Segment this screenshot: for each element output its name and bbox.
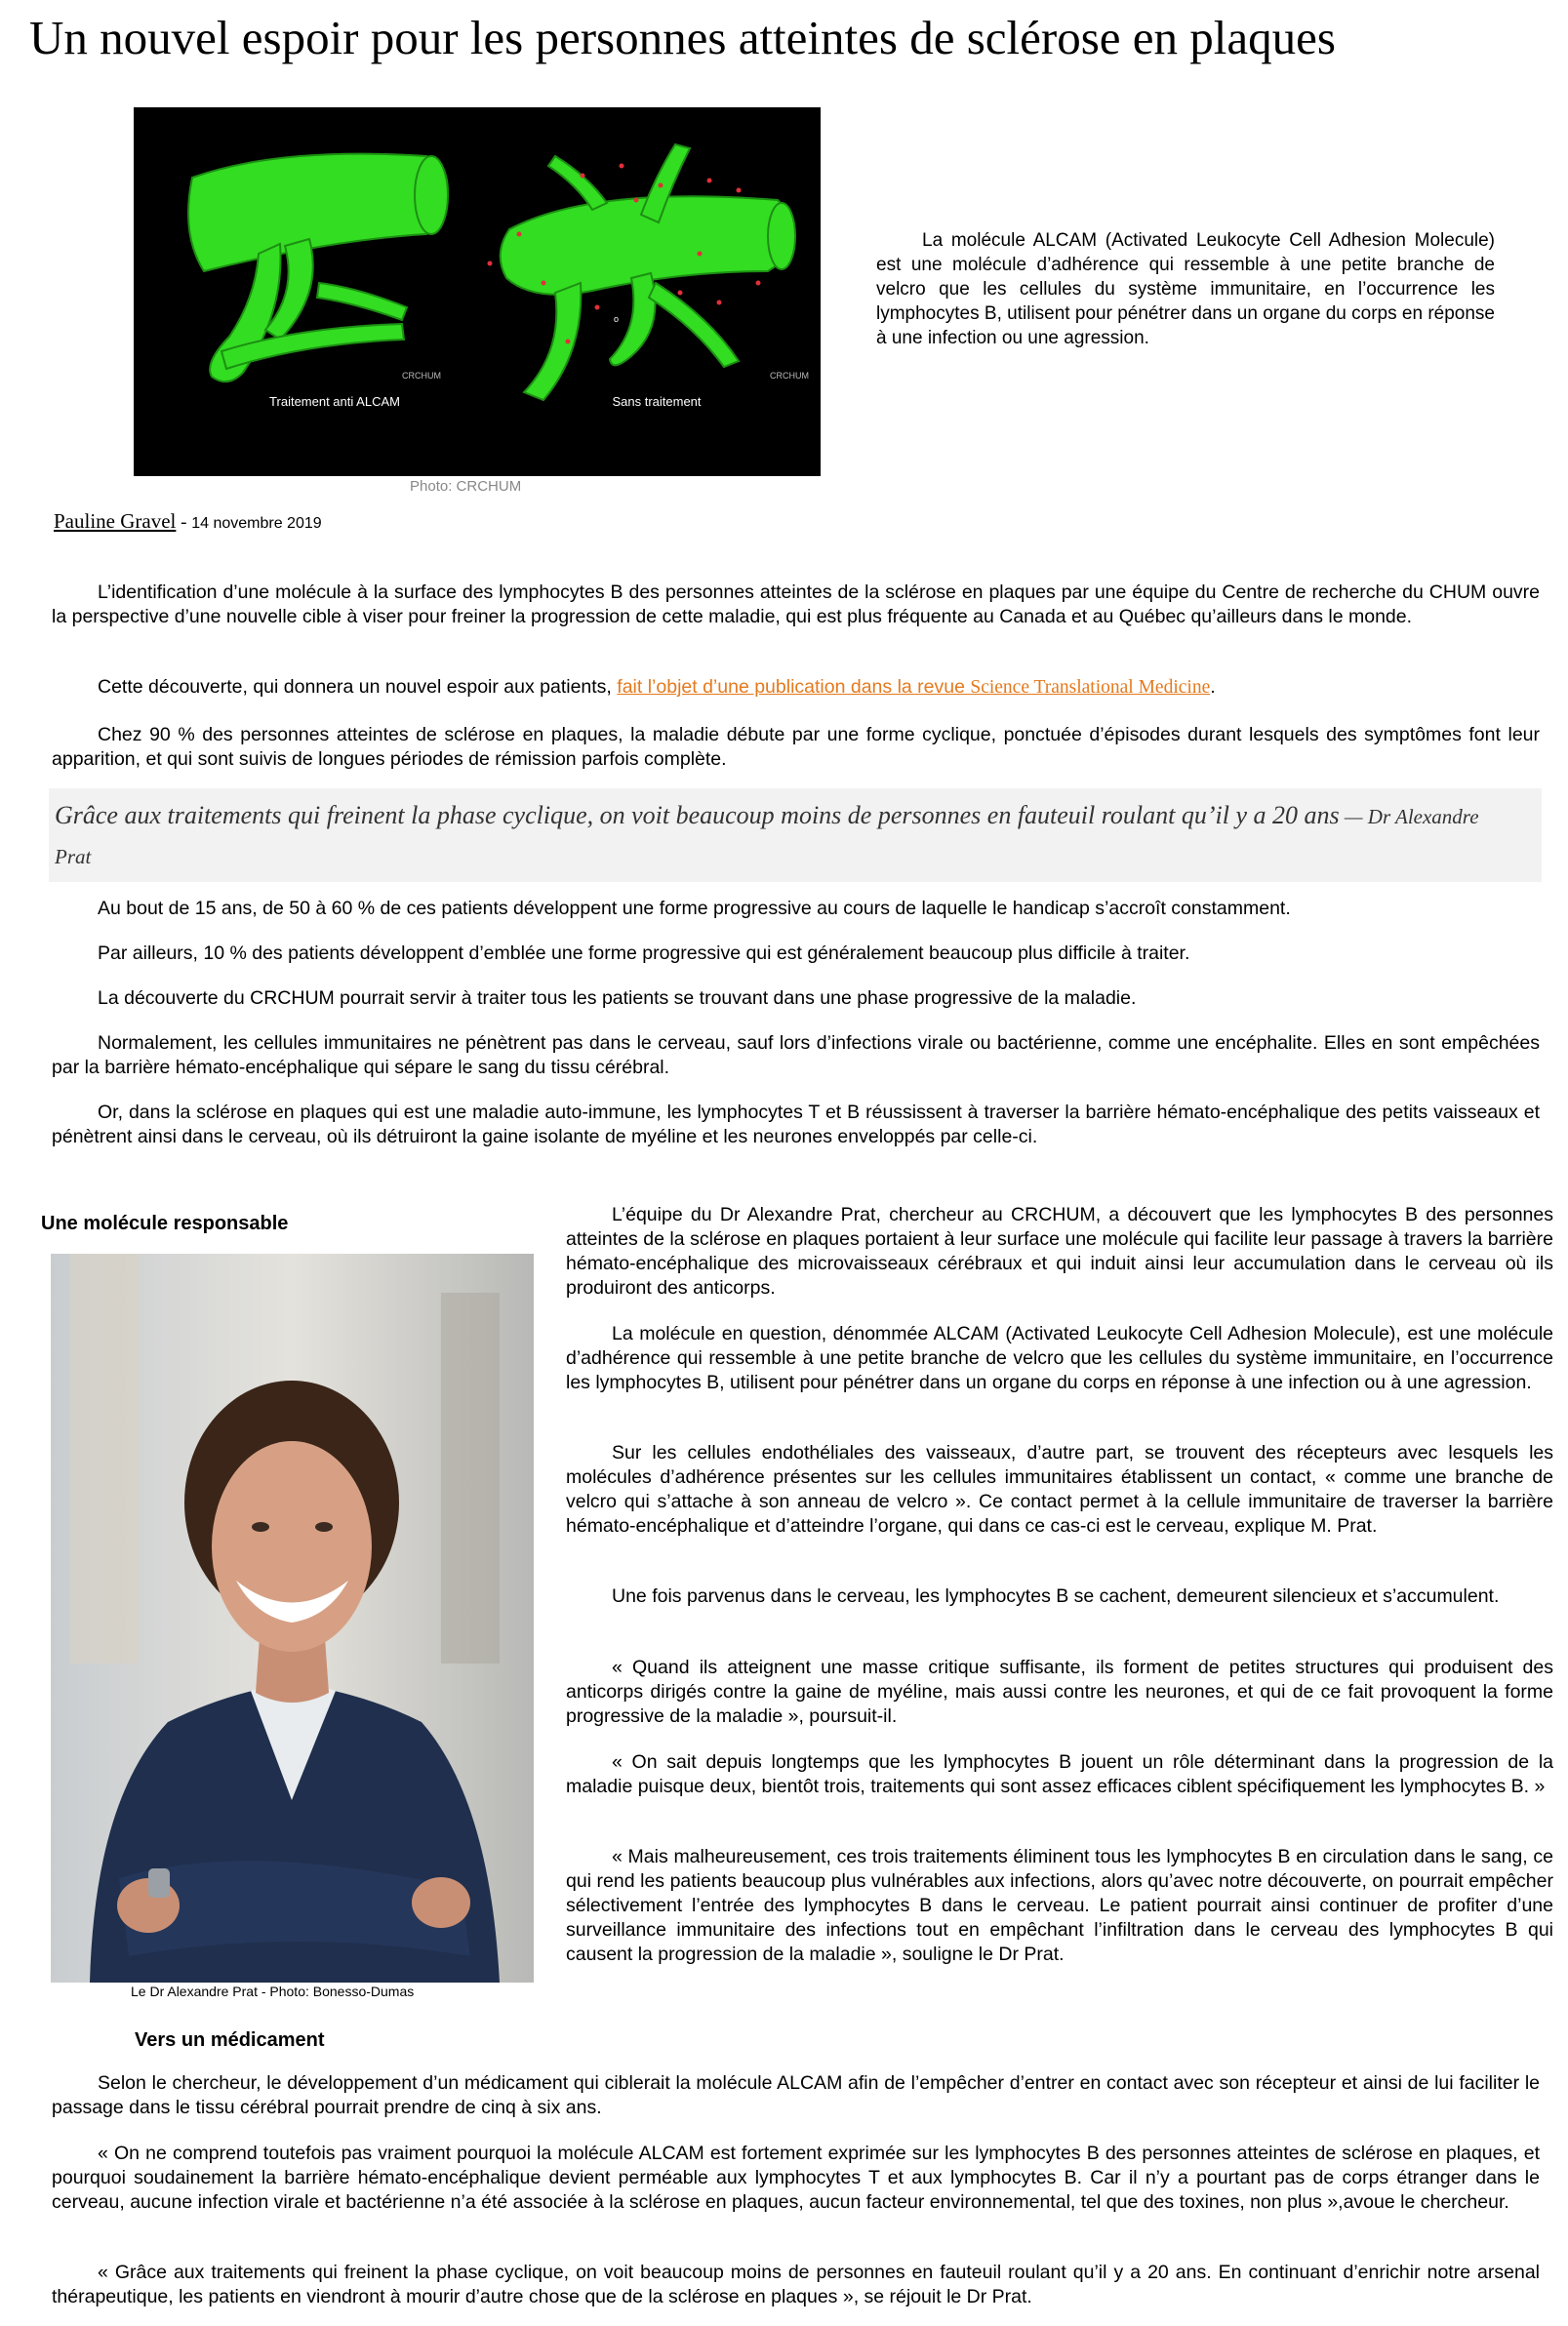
publish-date: 14 novembre 2019 [191, 515, 322, 532]
paragraph-crchum-discovery: La découverte du CRCHUM pourrait servir à traiter tous les patients se trouvant dans une phase progressive de la maladie. [98, 987, 1137, 1009]
column-paragraph-hidden: Une fois parvenus dans le cerveau, les lymphocytes B se cachent, demeurent silencieux et s’accumulent. [612, 1585, 1500, 1607]
portrait-graphic [51, 1254, 534, 1983]
column-paragraph-critical-mass: « Quand ils atteignent une masse critique suffisante, ils forment de petites structures qui produisent des anticorps dirigés contre la gaine de myéline, mais aussi contre les neurones, et qui de ce fait provoquent la forme progressive de la maladie », poursuit-il. [566, 1657, 1553, 1727]
pull-quote-text [55, 796, 1518, 876]
section-heading-medicament: Vers un médicament [135, 2029, 325, 2051]
intro-caption: La molécule ALCAM (Activated Leukocyte Cell Adhesion Molecule) est une molécule d’adhérence qui ressemble à une petite branche de velcro que les cellules du système immunitaire, en l’occurrence les lymphocytes B, utilisent pour pénétrer dans un organe du corps en réponse à une infection ou une agression. [876, 230, 1495, 348]
pull-quote-attribution: — Dr Alexandre Prat [55, 805, 1479, 868]
portrait-caption: Le Dr Alexandre Prat - Photo: Bonesso-Dumas [131, 1984, 415, 1999]
left-watermark: CRCHUM [402, 371, 441, 381]
column-paragraph-unfortunately: « Mais malheureusement, ces trois traitements éliminent tous les lymphocytes B en circulation dans le sang, ce qui rend les patients beaucoup plus vulnérables aux infections, alors qu’avec notre découverte, on pourrait empêcher sélectivement l’entrée des lymphocytes B dans le cerveau. Le patient pourrait ainsi continuer de profiter d’une surveillance immunitaire des infections tout en empêchant l’infiltration dans le cerveau des lymphocytes B qui causent la progression de la maladie », souligne le Dr Prat. [566, 1846, 1553, 1965]
publication-lead: Cette découverte, qui donnera un nouvel espoir aux patients, [98, 676, 618, 698]
paragraph-autoimmune: Or, dans la sclérose en plaques qui est une maladie auto-immune, les lymphocytes T et B réussissent à traverser la barrière hémato-encéphalique des petits vaisseaux et pénètrent ainsi dans le cerveau, où ils détruiront la gaine isolante de myéline et les neurones enveloppés par celle-ci. [52, 1102, 1540, 1147]
article-title: Un nouvel espoir pour les personnes atteintes de sclérose en plaques [29, 11, 1336, 64]
publication-end: . [1210, 676, 1216, 698]
vessel-figure [134, 107, 821, 476]
byline [54, 509, 322, 534]
journal-name: Science Translational Medicine [970, 677, 1211, 698]
right-panel-label: Sans traitement [612, 394, 702, 409]
paragraph-drug-development: Selon le chercheur, le développement d’un médicament qui ciblerait la molécule ALCAM afin de l’empêcher d’entrer en contact avec son récepteur et ainsi de lui faciliter le passage dans le tissu cérébral pourrait prendre de cinq à six ans. [52, 2072, 1540, 2118]
right-watermark: CRCHUM [770, 371, 809, 381]
figure-dot-label: o [614, 314, 620, 324]
paragraph-10-percent: Par ailleurs, 10 % des patients développent d’emblée une forme progressive qui est généralement beaucoup plus difficile à traiter. [98, 942, 1190, 964]
paragraph-immune-cells: Normalement, les cellules immunitaires ne pénètrent pas dans le cerveau, sauf lors d’infections virale ou bactérienne, comme une encéphalite. Elles en sont empêchées par la barrière hémato-encéphalique qui sépare le sang du tissu cérébral. [52, 1032, 1540, 1078]
publication-link[interactable] [617, 676, 1210, 698]
paragraph-90-percent: Chez 90 % des personnes atteintes de sclérose en plaques, la maladie débute par une forme cyclique, ponctuée d’épisodes durant lesquels des symptômes font leur apparition, et qui sont suivis de longues périodes de rémission parfois complète. [52, 724, 1540, 770]
paragraph-closing-quote: « Grâce aux traitements qui freinent la phase cyclique, on voit beaucoup moins de personnes en fauteuil roulant qu’il y a 20 ans. En continuant d’enrichir notre arsenal thérapeutique, les patients en viendront à mourir d’autre chose que de la sclérose en plaques », se réjouit le Dr Prat. [52, 2262, 1540, 2307]
section-heading-molecule: Une molécule responsable [41, 1213, 289, 1234]
byline-separator: - [176, 512, 192, 533]
vessel-figure-graphic [134, 107, 821, 476]
pull-quote-body: Grâce aux traitements qui freinent la phase cyclique, on voit beaucoup moins de personnes en fauteuil roulant qu’il y a 20 ans [55, 801, 1340, 829]
figure-credit: Photo: CRCHUM [410, 478, 522, 495]
paragraph-15-years: Au bout de 15 ans, de 50 à 60 % de ces patients développent une forme progressive au cours de laquelle le handicap s’accroît constamment. [98, 898, 1291, 919]
column-paragraph-treatments: « On sait depuis longtemps que les lymphocytes B jouent un rôle déterminant dans la progression de la maladie puisque deux, bientôt trois, traitements qui sont assez efficaces ciblent spécifiquement les lymphocytes B. » [566, 1751, 1553, 1797]
column-paragraph-team: L’équipe du Dr Alexandre Prat, chercheur au CRCHUM, a découvert que les lymphocytes B des personnes atteintes de la sclérose en plaques portaient à leur surface une molécule qui facilite leur passage à travers la barrière hémato-encéphalique des microvaisseaux cérébraux et qui induit ainsi leur accumulation dans le cerveau où ils produiront des anticorps. [566, 1204, 1553, 1299]
author-link[interactable]: Pauline Gravel [54, 509, 177, 533]
column-paragraph-receptors: Sur les cellules endothéliales des vaisseaux, d’autre part, se trouvent des récepteurs avec lesquels les molécules d’adhérence présentes sur les cellules immunitaires établissent un contact, « comme une branche de velcro qui s’attache à son anneau de velcro ». Ce contact permet à la cellule immunitaire de traverser la barrière hémato-encéphalique et d’atteindre l’organe, qui dans ce cas-ci est le cerveau, explique M. Prat. [566, 1442, 1553, 1537]
paragraph-intro: L’identification d’une molécule à la surface des lymphocytes B des personnes atteintes de la sclérose en plaques par une équipe du Centre de recherche du CHUM ouvre la perspective d’une nouvelle cible à viser pour freiner la progression de cette maladie, qui est plus fréquente au Canada et au Québec qu’ailleurs dans le monde. [52, 582, 1540, 627]
paragraph-unknown-cause: « On ne comprend toutefois pas vraiment pourquoi la molécule ALCAM est fortement exprimée sur les lymphocytes B des personnes atteintes de sclérose en plaques, et pourquoi soudainement la barrière hémato-encéphalique devient perméable aux lymphocytes T et aux lymphocytes B. Car il n’y a pourtant pas de corps étranger dans le cerveau, aucune infection virale et bactérienne n’a été associée à la sclérose en plaques, aucun facteur environnemental, tel que des toxines, non plus »,avoue le chercheur. [52, 2143, 1540, 2213]
pull-quote [49, 788, 1542, 882]
portrait-photo [51, 1254, 534, 1983]
paragraph-publication [52, 675, 1540, 700]
left-panel-label: Traitement anti ALCAM [269, 394, 400, 409]
publication-link-text: fait l’objet d’une publication dans la revue [617, 676, 971, 698]
column-paragraph-alcam: La molécule en question, dénommée ALCAM (Activated Leukocyte Cell Adhesion Molecule), est une molécule d’adhérence qui ressemble à une petite branche de velcro que les cellules du système immunitaire, en l’occurrence les lymphocytes B, utilisent pour pénétrer dans un organe du corps en réponse à une infection ou à une agression. [566, 1323, 1553, 1393]
